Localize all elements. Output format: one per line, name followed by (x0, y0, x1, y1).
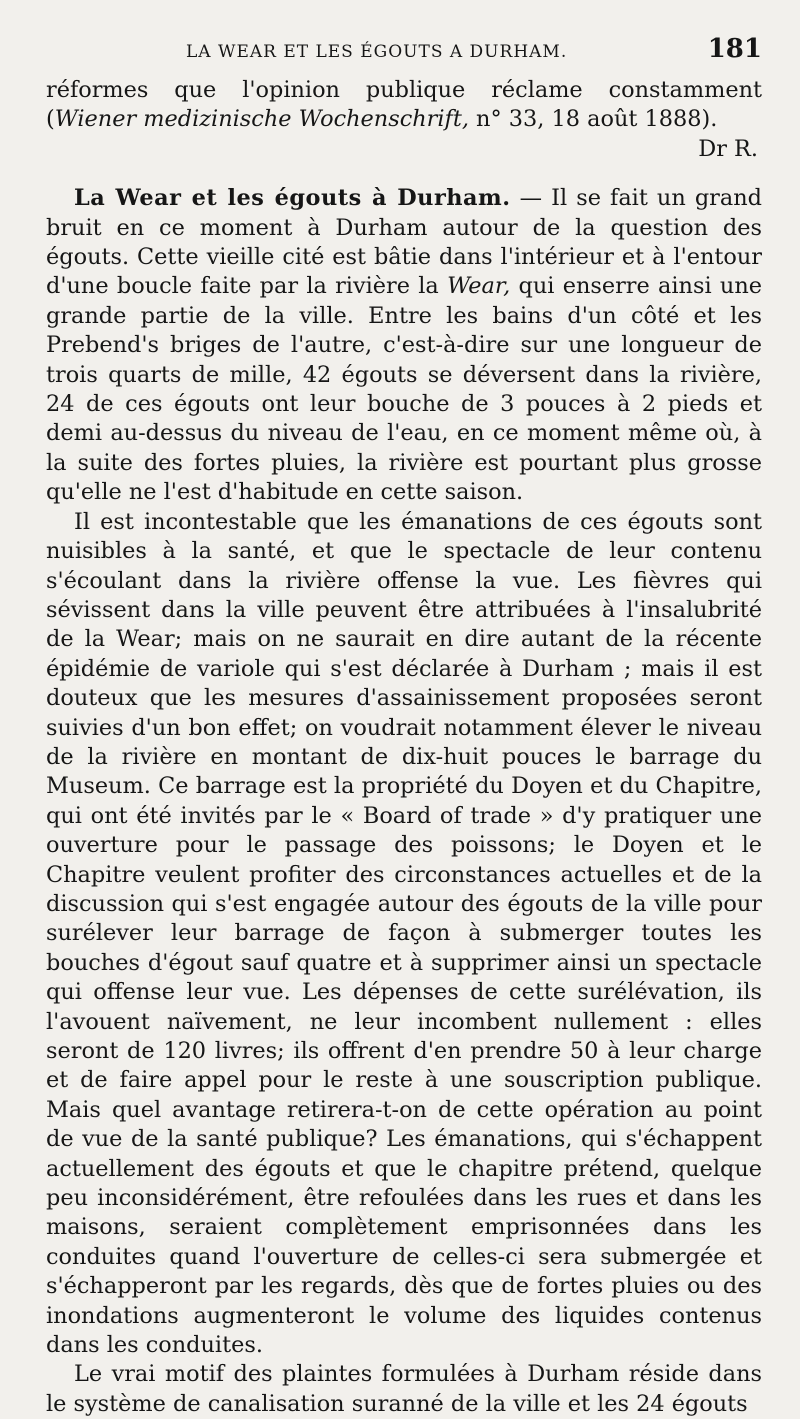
paragraph-2: Il est incontestable que les émanations de ces égouts sont nuisibles à la santé, et que le spectacle de leur contenu s'écoulant dans la rivière offense la vue. Les fièvres qui sévissent dans la ville peuvent être attribuées à l'insalubrité de la Wear; mais on ne saurait en dire autant de la récente épidémie de variole qui s'est déclarée à Durham ; mais il est douteux que les mesures d'assainissement proposées seront suivies d'un bon effet; on voudrait notamment élever le niveau de la rivière en montant de dix-huit pouces le barrage du Museum. Ce barrage est la propriété du Doyen et du Chapitre, qui ont été invités par le « Board of trade » d'y pratiquer une ouverture pour le passage des poissons; le Doyen et le Chapitre veulent profiter des circonstances actuelles et de la discussion qui s'est engagée autour des égouts de la ville pour surélever leur barrage de façon à submerger toutes les bouches d'égout sauf quatre et à supprimer ainsi un spectacle qui offense leur vue. Les dépenses de cette surélévation, ils l'avouent naïvement, ne leur incombent nullement : elles seront de 120 livres; ils offrent d'en prendre 50 à leur charge et de faire appel pour le reste à une souscription publique. Mais quel avantage retirera-t-on de cette opération au point de vue de la santé publique? Les émanations, qui s'échappent actuellement des égouts et que le chapitre prétend, quelque peu inconsidérément, être refoulées dans les rues et dans les maisons, seraient complètement emprisonnées dans les conduites quand l'ouverture de celles-ci sera submergée et s'échapperont par les regards, dès que de fortes pluies ou des inondations augmenteront le volume des liquides contenus dans les conduites. (46, 508, 762, 1359)
citation-author: Dr R. (698, 135, 758, 162)
paragraph-1: La Wear et les égouts à Durham. — Il se fait un grand bruit en ce moment à Durham autour de la question des égouts. Cette vieille cité est bâtie dans l'intérieur et à l'entour d'une boucle faite par la rivière la Wear, qui enserre ainsi une grande partie de la ville. Entre les bains d'un côté et les Prebend's briges de l'autre, c'est-à-dire sur une longueur de trois quarts de mille, 42 égouts se déversent dans la rivière, 24 de ces égouts ont leur bouche de 3 pouces à 2 pieds et demi au-dessus du niveau de l'eau, en ce moment même où, à la suite des fortes pluies, la rivière est pourtant plus grosse qu'elle ne l'est d'habitude en cette saison. (46, 185, 762, 506)
section-title: La Wear et les égouts à Durham. (74, 185, 511, 212)
body-text (46, 76, 762, 1419)
paragraph-3: Le vrai motif des plaintes formulées à Durham réside dans le système de canalisation suranné de la ville et les 24 égouts (46, 1361, 762, 1417)
page-number: 181 (707, 34, 762, 64)
page-header (46, 28, 762, 76)
running-title: LA WEAR ET LES ÉGOUTS A DURHAM. (186, 42, 568, 62)
citation-source: Wiener medizinische Wochenschrift, (54, 106, 469, 133)
previous-article-end: réformes que l'opinion publique réclame constamment (Wiener medizinische Wochenschrift, n° 33, 18 août 1888). Dr R. (46, 76, 762, 135)
